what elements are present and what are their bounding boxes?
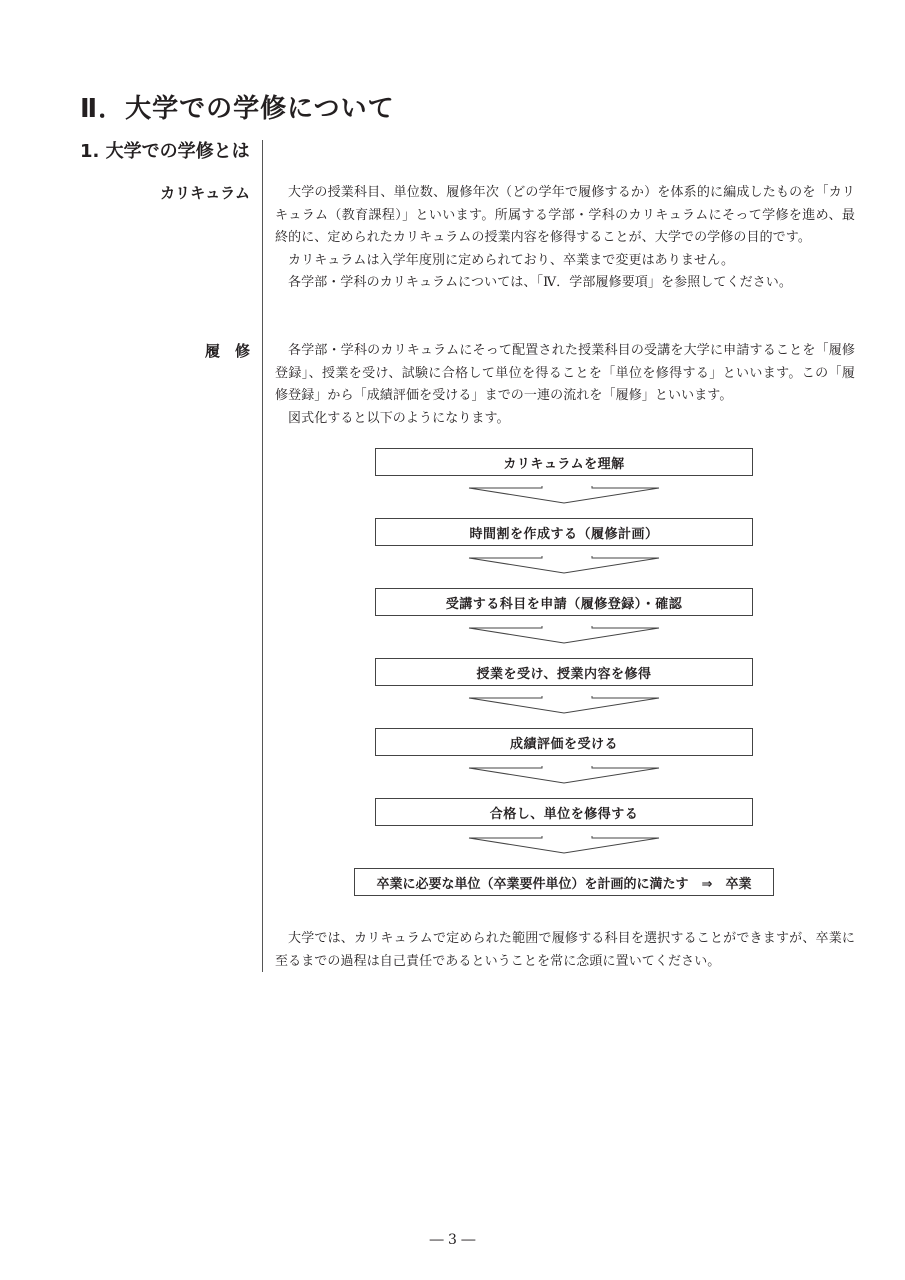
down-arrow-icon — [468, 556, 660, 576]
column-divider — [262, 140, 263, 972]
flow-final-graduation: 卒業に必要な単位（卒業要件単位）を計画的に満たす ⇒ 卒業 — [354, 868, 774, 896]
flow-step-attend: 授業を受け、授業内容を修得 — [375, 658, 753, 686]
down-arrow-icon — [468, 836, 660, 856]
curriculum-paragraph: カリキュラムは入学年度別に定められており、卒業まで変更はありません。 — [288, 252, 735, 268]
curriculum-paragraph: 各学部・学科のカリキュラムについては、「Ⅳ．学部履修要項」を参照してください。 — [288, 275, 792, 290]
down-arrow-icon — [468, 486, 660, 506]
down-arrow-icon — [468, 766, 660, 786]
risyu-paragraph: 各学部・学科のカリキュラムにそって配置された授業科目の受講を大学に申請することを「履修登録」、授業を受け、試験に合格して単位を得ることを「単位を修得する」といいます。この「履修登録」から「成績評価を受ける」までの一連の流れを「履修」といいます。 — [275, 343, 855, 403]
chapter-title: Ⅱ．大学での学修について — [80, 94, 395, 124]
risyu-label: 履 修 — [204, 342, 250, 360]
closing-paragraph: 大学では、カリキュラムで定められた範囲で履修する科目を選択することができますが、卒業に至るまでの過程は自己責任であるということを常に念頭に置いてください。 — [275, 931, 855, 969]
flow-step-understand: カリキュラムを理解 — [375, 448, 753, 476]
down-arrow-icon — [468, 696, 660, 716]
down-arrow-icon — [468, 626, 660, 646]
curriculum-paragraph: 大学の授業科目、単位数、履修年次（どの学年で履修するか）を体系的に編成したものを「カリキュラム（教育課程）」といいます。所属する学部・学科のカリキュラムにそって学修を進め、最終的に、定められたカリキュラムの授業内容を修得することが、大学での学修の目的です。 — [275, 185, 855, 245]
flow-step-register: 受講する科目を申請（履修登録）・確認 — [375, 588, 753, 616]
page-number: ― 3 ― — [429, 1232, 476, 1248]
closing-body — [275, 928, 855, 973]
risyu-paragraph: 図式化すると以下のようになります。 — [288, 410, 510, 426]
risyu-body — [275, 340, 855, 430]
flow-step-credit: 合格し、単位を修得する — [375, 798, 753, 826]
section-title: 1. 大学での学修とは — [80, 141, 250, 162]
curriculum-body — [275, 182, 855, 295]
flow-step-timetable: 時間割を作成する（履修計画） — [375, 518, 753, 546]
curriculum-label: カリキュラム — [160, 184, 250, 202]
flow-step-evaluation: 成績評価を受ける — [375, 728, 753, 756]
